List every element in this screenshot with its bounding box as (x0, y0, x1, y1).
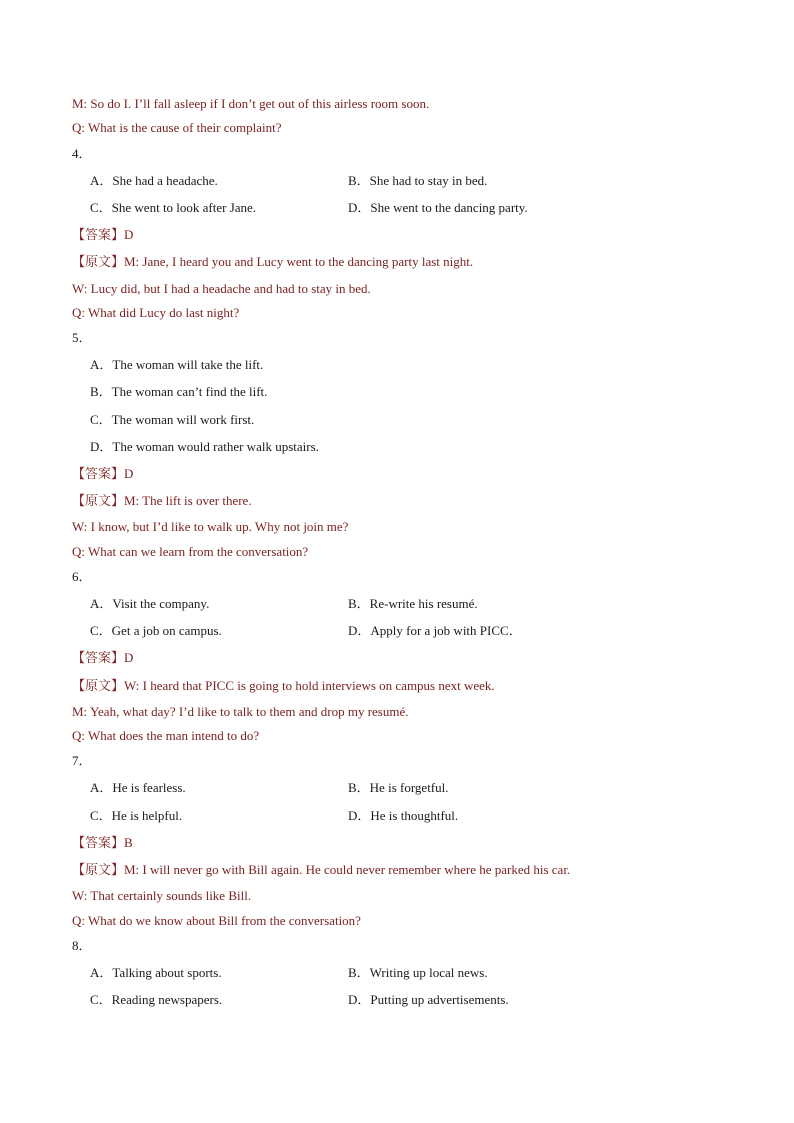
option-b: B．Writing up local news. (348, 965, 488, 980)
answer-line: 【答案】D (72, 466, 134, 481)
question-line: Q: What can we learn from the conversation? (72, 544, 309, 559)
transcript-line: W: I know, but I’d like to walk up. Why not join me? (72, 519, 349, 534)
answer-line: 【答案】B (72, 835, 133, 850)
option-d: D．He is thoughtful. (348, 808, 459, 823)
option-d: D．The woman would rather walk upstairs. (90, 439, 319, 454)
question-line: Q: What do we know about Bill from the conversation? (72, 913, 361, 928)
transcript-line: W: That certainly sounds like Bill. (72, 888, 252, 903)
option-b: B．He is forgetful. (348, 780, 449, 795)
option-b: B．The woman can’t find the lift. (90, 384, 268, 399)
option-b: B．Re-write his resumé. (348, 596, 478, 611)
option-c: C．Reading newspapers. (90, 992, 223, 1007)
option-a: A．Talking about sports. (90, 965, 222, 980)
answer-line: 【答案】D (72, 227, 134, 242)
question-number: 8． (72, 938, 92, 953)
option-a: A．He is fearless. (90, 780, 186, 795)
option-d: D．Putting up advertisements. (348, 992, 509, 1007)
option-d: D．She went to the dancing party. (348, 200, 528, 215)
answer-line: 【答案】D (72, 650, 134, 665)
question-number: 5． (72, 330, 92, 345)
option-c: C．Get a job on campus. (90, 623, 222, 638)
transcript-line: 【原文】W: I heard that PICC is going to hold interviews on campus next week. (72, 678, 495, 693)
transcript-line: 【原文】M: I will never go with Bill again. He could never remember where he parked his car. (72, 862, 571, 877)
question-number: 6． (72, 569, 92, 584)
option-c: C．The woman will work first. (90, 412, 255, 427)
transcript-line: M: So do I. I’ll fall asleep if I don’t get out of this airless room soon. (72, 96, 430, 111)
question-line: Q: What did Lucy do last night? (72, 305, 240, 320)
question-number: 7． (72, 753, 92, 768)
transcript-line: 【原文】M: The lift is over there. (72, 493, 252, 508)
option-b: B．She had to stay in bed. (348, 173, 488, 188)
transcript-line: M: Yeah, what day? I’d like to talk to them and drop my resumé. (72, 704, 409, 719)
option-c: C．She went to look after Jane. (90, 200, 257, 215)
option-a: A．She had a headache. (90, 173, 218, 188)
option-d: D．Apply for a job with PICC． (348, 623, 522, 638)
question-line: Q: What is the cause of their complaint? (72, 120, 282, 135)
transcript-line: W: Lucy did, but I had a headache and had to stay in bed. (72, 281, 371, 296)
transcript-line: 【原文】M: Jane, I heard you and Lucy went to the dancing party last night. (72, 254, 474, 269)
option-a: A．The woman will take the lift. (90, 357, 264, 372)
option-a: A．Visit the company. (90, 596, 210, 611)
question-line: Q: What does the man intend to do? (72, 728, 260, 743)
question-number: 4． (72, 146, 92, 161)
option-c: C．He is helpful. (90, 808, 183, 823)
